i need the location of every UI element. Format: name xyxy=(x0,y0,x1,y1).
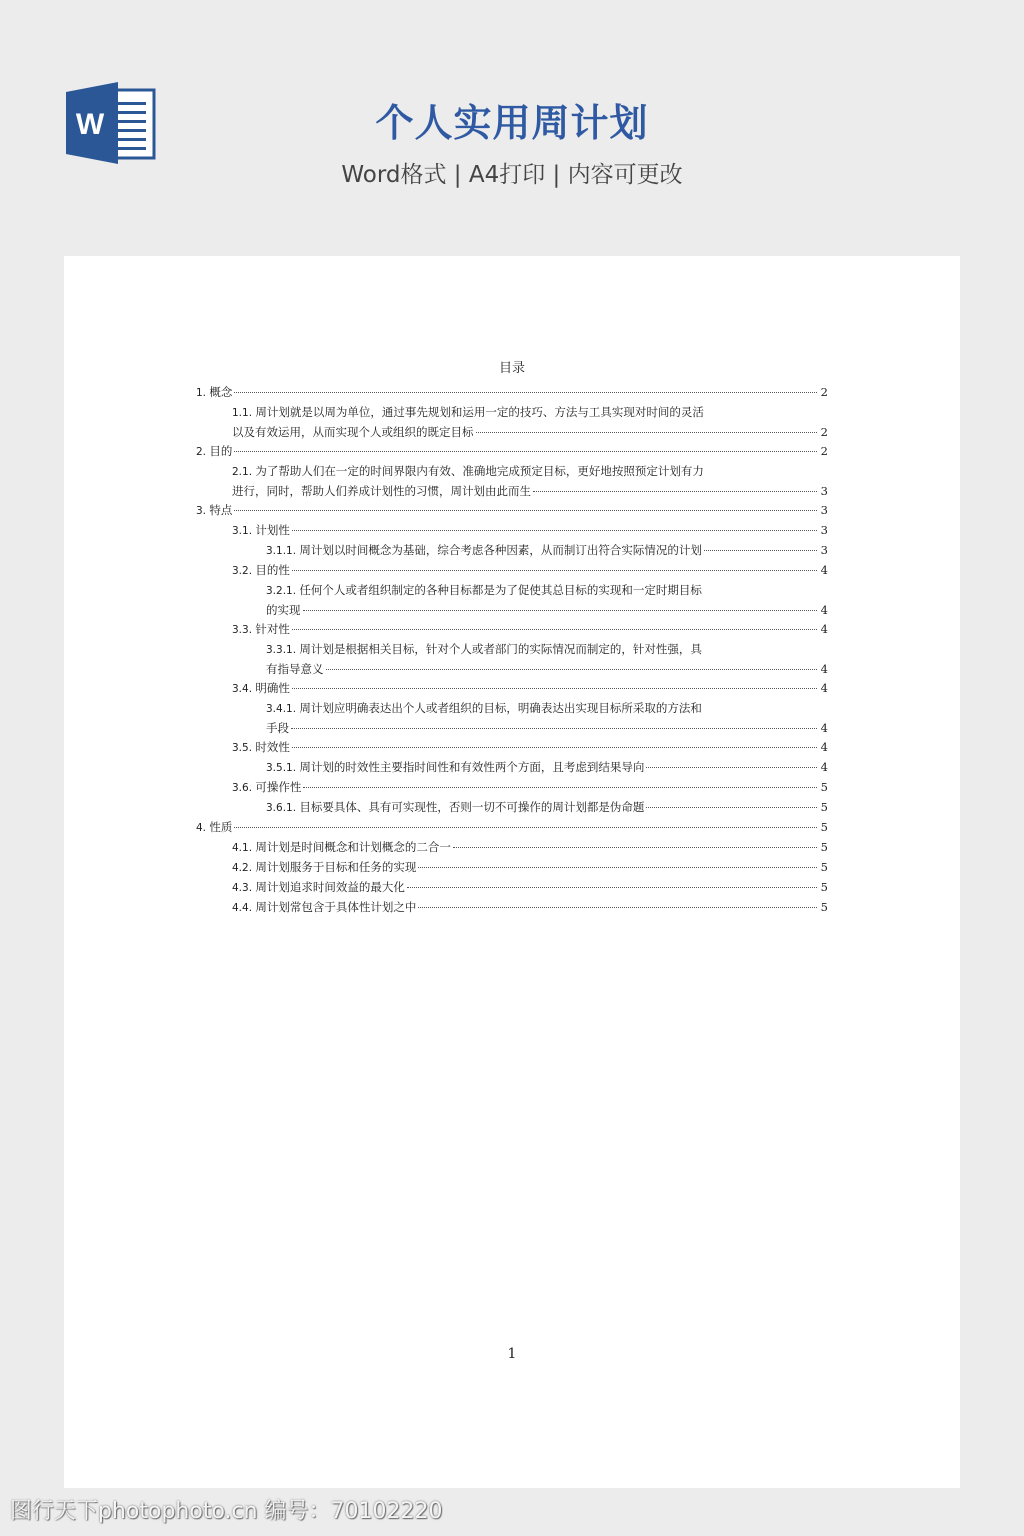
toc-entry-text: 周计划以时间概念为基础，综合考虑各种因素，从而制订出符合实际情况的计划 xyxy=(299,543,702,557)
toc-entry[interactable] xyxy=(196,462,828,501)
toc-entry-text: 周计划是根据相关目标，针对个人或者部门的实际情况而制定的，针对性强，具 xyxy=(299,642,702,656)
toc-entry-number: 3.5. xyxy=(232,742,256,754)
toc-entry-number: 2.1. xyxy=(232,466,256,478)
table-of-contents xyxy=(196,360,828,918)
toc-entry-page: 2 xyxy=(820,444,828,458)
toc-entry[interactable] xyxy=(196,699,828,738)
toc-leader-dots xyxy=(326,669,818,670)
toc-leader-dots xyxy=(303,787,817,788)
toc-entry-page: 5 xyxy=(820,820,828,834)
toc-entry-text: 周计划常包含于具体性计划之中 xyxy=(255,900,417,914)
toc-leader-dots xyxy=(292,530,817,531)
toc-entry[interactable] xyxy=(196,541,828,561)
toc-entry-number: 3.1.1. xyxy=(266,545,300,557)
toc-leader-dots xyxy=(234,451,817,452)
toc-entry-page: 3 xyxy=(820,503,828,517)
toc-entry-number: 3.3. xyxy=(232,624,256,636)
toc-entry-page: 5 xyxy=(820,860,828,874)
document-page xyxy=(64,256,960,1488)
toc-entry[interactable] xyxy=(196,858,828,878)
page-number: 1 xyxy=(507,1346,517,1362)
toc-leader-dots xyxy=(646,807,817,808)
toc-entry-page: 3 xyxy=(820,484,828,498)
toc-entry-number: 3. xyxy=(196,505,210,517)
toc-leader-dots xyxy=(533,491,817,492)
toc-entry-page: 4 xyxy=(820,662,828,676)
toc-entry-number: 3.4.1. xyxy=(266,703,300,715)
toc-entry[interactable] xyxy=(196,898,828,918)
toc-entry-text: 周计划就是以周为单位，通过事先规划和运用一定的技巧、方法与工具实现对时间的灵活 xyxy=(255,405,704,419)
toc-entry-text: 针对性 xyxy=(255,622,290,636)
toc-entry-page: 4 xyxy=(820,721,828,735)
svg-text:W: W xyxy=(75,108,105,141)
toc-leader-dots xyxy=(303,610,818,611)
toc-entry-text: 为了帮助人们在一定的时间界限内有效、准确地完成预定目标，更好地按照预定计划有力 xyxy=(255,464,704,478)
toc-entry-number: 4. xyxy=(196,822,210,834)
toc-leader-dots xyxy=(453,847,817,848)
toc-entry-page: 4 xyxy=(820,563,828,577)
toc-title: 目录 xyxy=(498,361,525,376)
toc-entry-text: 周计划的时效性主要指时间性和有效性两个方面，且考虑到结果导向 xyxy=(299,760,645,774)
toc-entry-text: 周计划服务于目标和任务的实现 xyxy=(255,860,417,874)
toc-entry[interactable] xyxy=(196,758,828,778)
toc-entry-text: 性质 xyxy=(209,820,233,834)
toc-leader-dots xyxy=(407,887,817,888)
toc-entry-text: 手段 xyxy=(266,721,289,735)
toc-entry-text: 目的性 xyxy=(255,563,290,577)
toc-entry[interactable] xyxy=(196,738,828,758)
toc-leader-dots xyxy=(234,827,817,828)
toc-entry-text: 目标要具体、具有可实现性，否则一切不可操作的周计划都是伪命题 xyxy=(299,800,645,814)
toc-entry[interactable] xyxy=(196,581,828,620)
toc-entry[interactable] xyxy=(196,640,828,679)
toc-entry-page: 3 xyxy=(820,523,828,537)
toc-leader-dots xyxy=(292,688,817,689)
toc-leader-dots xyxy=(234,392,817,393)
toc-entry-number: 3.1. xyxy=(232,525,256,537)
toc-list xyxy=(196,383,828,918)
toc-entry-page: 2 xyxy=(820,425,828,439)
toc-entry-text: 目的 xyxy=(209,444,233,458)
toc-entry[interactable] xyxy=(196,383,828,403)
toc-entry-text: 进行，同时，帮助人们养成计划性的习惯，周计划由此而生 xyxy=(232,484,531,498)
toc-entry[interactable] xyxy=(196,878,828,898)
toc-leader-dots xyxy=(234,510,817,511)
toc-entry-page: 5 xyxy=(820,880,828,894)
toc-entry-text: 周计划应明确表达出个人或者组织的目标，明确表达出实现目标所采取的方法和 xyxy=(299,701,702,715)
toc-entry-text: 可操作性 xyxy=(255,780,302,794)
page-title: 个人实用周计划 xyxy=(375,101,649,145)
toc-entry-number: 4.2. xyxy=(232,862,256,874)
toc-entry-page: 4 xyxy=(820,603,828,617)
toc-entry-text: 时效性 xyxy=(255,740,290,754)
toc-leader-dots xyxy=(292,747,817,748)
toc-entry-number: 1.1. xyxy=(232,407,256,419)
toc-leader-dots xyxy=(418,907,817,908)
toc-entry-page: 5 xyxy=(820,780,828,794)
toc-entry-number: 3.5.1. xyxy=(266,762,300,774)
toc-entry-number: 4.1. xyxy=(232,842,256,854)
toc-entry-text: 有指导意义 xyxy=(266,662,324,676)
toc-entry-page: 2 xyxy=(820,385,828,399)
toc-leader-dots xyxy=(704,550,817,551)
watermark: 图行天下photophoto.cn 编号：70102220 xyxy=(10,1499,443,1524)
toc-entry-text: 以及有效运用，从而实现个人或组织的既定目标 xyxy=(232,425,474,439)
toc-entry-page: 5 xyxy=(820,840,828,854)
toc-entry-text: 任何个人或者组织制定的各种目标都是为了促使其总目标的实现和一定时期目标 xyxy=(299,583,702,597)
toc-entry[interactable] xyxy=(196,818,828,838)
toc-leader-dots xyxy=(418,867,817,868)
toc-leader-dots xyxy=(292,570,817,571)
toc-entry[interactable] xyxy=(196,620,828,640)
toc-leader-dots xyxy=(291,728,817,729)
toc-entry[interactable] xyxy=(196,798,828,818)
toc-entry-page: 4 xyxy=(820,681,828,695)
toc-entry-text: 周计划是时间概念和计划概念的二合一 xyxy=(255,840,451,854)
toc-entry-text: 的实现 xyxy=(266,603,301,617)
toc-entry-number: 3.6.1. xyxy=(266,802,300,814)
toc-entry[interactable] xyxy=(196,403,828,442)
toc-leader-dots xyxy=(292,629,817,630)
toc-entry-page: 5 xyxy=(820,800,828,814)
toc-entry-page: 5 xyxy=(820,900,828,914)
toc-entry[interactable] xyxy=(196,679,828,699)
toc-entry-page: 4 xyxy=(820,622,828,636)
toc-leader-dots xyxy=(646,767,817,768)
toc-entry[interactable] xyxy=(196,778,828,798)
toc-entry-page: 3 xyxy=(820,543,828,557)
toc-entry-page: 4 xyxy=(820,760,828,774)
toc-entry-number: 3.4. xyxy=(232,683,256,695)
toc-entry-number: 3.2. xyxy=(232,565,256,577)
toc-entry-number: 3.2.1. xyxy=(266,585,300,597)
toc-entry-text: 特点 xyxy=(209,503,233,517)
toc-entry-page: 4 xyxy=(820,740,828,754)
toc-entry[interactable] xyxy=(196,521,828,541)
toc-entry-number: 3.3.1. xyxy=(266,644,300,656)
toc-entry-number: 4.4. xyxy=(232,902,256,914)
page-subtitle: Word格式 | A4打印 | 内容可更改 xyxy=(341,162,683,188)
toc-entry[interactable] xyxy=(196,442,828,462)
toc-entry-number: 2. xyxy=(196,446,210,458)
toc-entry[interactable] xyxy=(196,501,828,521)
toc-entry-number: 4.3. xyxy=(232,882,256,894)
toc-entry-text: 周计划追求时间效益的最大化 xyxy=(255,880,405,894)
toc-entry-text: 计划性 xyxy=(255,523,290,537)
toc-entry[interactable] xyxy=(196,561,828,581)
toc-entry-text: 明确性 xyxy=(255,681,290,695)
toc-leader-dots xyxy=(476,432,818,433)
toc-entry-number: 1. xyxy=(196,387,210,399)
toc-entry-number: 3.6. xyxy=(232,782,256,794)
toc-entry[interactable] xyxy=(196,838,828,858)
toc-entry-text: 概念 xyxy=(209,385,233,399)
